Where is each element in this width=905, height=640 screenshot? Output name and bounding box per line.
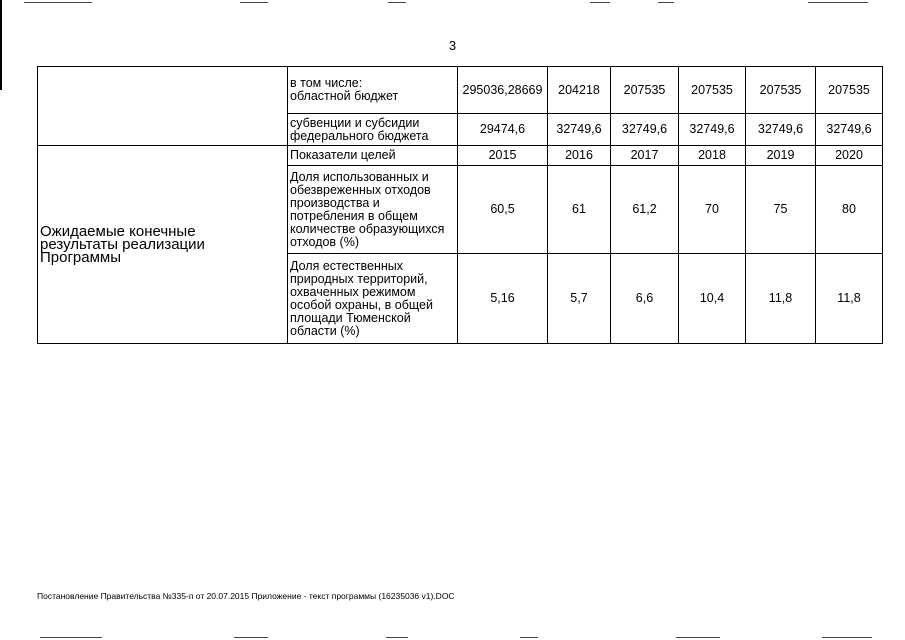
regional-budget-label bbox=[288, 67, 458, 114]
scan-mark bbox=[520, 637, 538, 638]
label-line: результаты реализации bbox=[40, 236, 205, 253]
scan-mark bbox=[658, 2, 674, 3]
label-line: природных территорий, bbox=[290, 271, 428, 286]
program-table bbox=[37, 66, 883, 344]
scan-mark bbox=[40, 637, 102, 638]
value-cell: 5,16 bbox=[458, 254, 548, 344]
indicator-waste-label bbox=[288, 166, 458, 254]
label-line: производства и bbox=[290, 195, 380, 210]
empty-label-cell bbox=[38, 67, 288, 146]
value-cell: 61,2 bbox=[611, 166, 679, 254]
label-line: площади Тюменской bbox=[290, 310, 411, 325]
table-row bbox=[38, 146, 883, 166]
label-line: особой охраны, в общей bbox=[290, 297, 433, 312]
scan-mark bbox=[240, 2, 268, 3]
label-line: областной бюджет bbox=[290, 89, 399, 103]
value-cell: 32749,6 bbox=[611, 114, 679, 146]
value-cell: 80 bbox=[816, 166, 883, 254]
scan-mark bbox=[24, 2, 92, 3]
expected-results-label bbox=[38, 146, 288, 344]
value-cell: 32749,6 bbox=[548, 114, 611, 146]
label-line: федерального бюджета bbox=[290, 128, 429, 143]
value-cell: 61 bbox=[548, 166, 611, 254]
value-cell: 75 bbox=[746, 166, 816, 254]
year-cell: 2017 bbox=[611, 146, 679, 166]
table-row bbox=[38, 67, 883, 114]
label-line: Программы bbox=[40, 249, 122, 266]
label-line: в том числе: bbox=[290, 76, 363, 90]
value-cell: 32749,6 bbox=[679, 114, 746, 146]
label-line: Доля использованных и bbox=[290, 169, 429, 184]
value-cell: 204218 bbox=[548, 67, 611, 114]
year-cell: 2019 bbox=[746, 146, 816, 166]
label-line: количестве образующихся bbox=[290, 221, 445, 236]
scan-mark bbox=[386, 637, 408, 638]
scan-mark bbox=[388, 2, 406, 3]
value-cell: 6,6 bbox=[611, 254, 679, 344]
scan-mark bbox=[822, 637, 872, 638]
value-cell: 207535 bbox=[746, 67, 816, 114]
value-cell: 11,8 bbox=[746, 254, 816, 344]
value-cell: 207535 bbox=[679, 67, 746, 114]
year-cell: 2018 bbox=[679, 146, 746, 166]
year-cell: 2020 bbox=[816, 146, 883, 166]
label-line: Доля естественных bbox=[290, 258, 404, 273]
scan-mark bbox=[234, 637, 268, 638]
value-cell: 207535 bbox=[611, 67, 679, 114]
value-cell: 32749,6 bbox=[816, 114, 883, 146]
scan-mark bbox=[676, 637, 720, 638]
label-line: области (%) bbox=[290, 323, 360, 338]
document-footer: Постановление Правительства №335-п от 20.07.2015 Приложение - текст программы (16235036 v1).DOC bbox=[37, 591, 455, 601]
page-number: 3 bbox=[448, 38, 457, 53]
label-line: охваченных режимом bbox=[290, 284, 416, 299]
value-cell: 5,7 bbox=[548, 254, 611, 344]
label-line: Ожидаемые конечные bbox=[40, 223, 196, 240]
label-line: потребления в общем bbox=[290, 208, 418, 223]
value-cell: 295036,28669 bbox=[458, 67, 548, 114]
value-cell: 207535 bbox=[816, 67, 883, 114]
value-cell: 60,5 bbox=[458, 166, 548, 254]
value-cell: 29474,6 bbox=[458, 114, 548, 146]
label-line: обезвреженных отходов bbox=[290, 182, 431, 197]
year-cell: 2016 bbox=[548, 146, 611, 166]
federal-budget-label bbox=[288, 114, 458, 146]
label-line: отходов (%) bbox=[290, 234, 359, 249]
value-cell: 32749,6 bbox=[746, 114, 816, 146]
year-cell: 2015 bbox=[458, 146, 548, 166]
value-cell: 70 bbox=[679, 166, 746, 254]
value-cell: 11,8 bbox=[816, 254, 883, 344]
value-cell: 10,4 bbox=[679, 254, 746, 344]
scan-mark bbox=[808, 2, 868, 3]
indicator-protected-areas-label bbox=[288, 254, 458, 344]
label-line: субвенции и субсидии bbox=[290, 115, 420, 130]
scan-mark bbox=[590, 2, 610, 3]
goal-indicators-header: Показатели целей bbox=[288, 146, 458, 166]
